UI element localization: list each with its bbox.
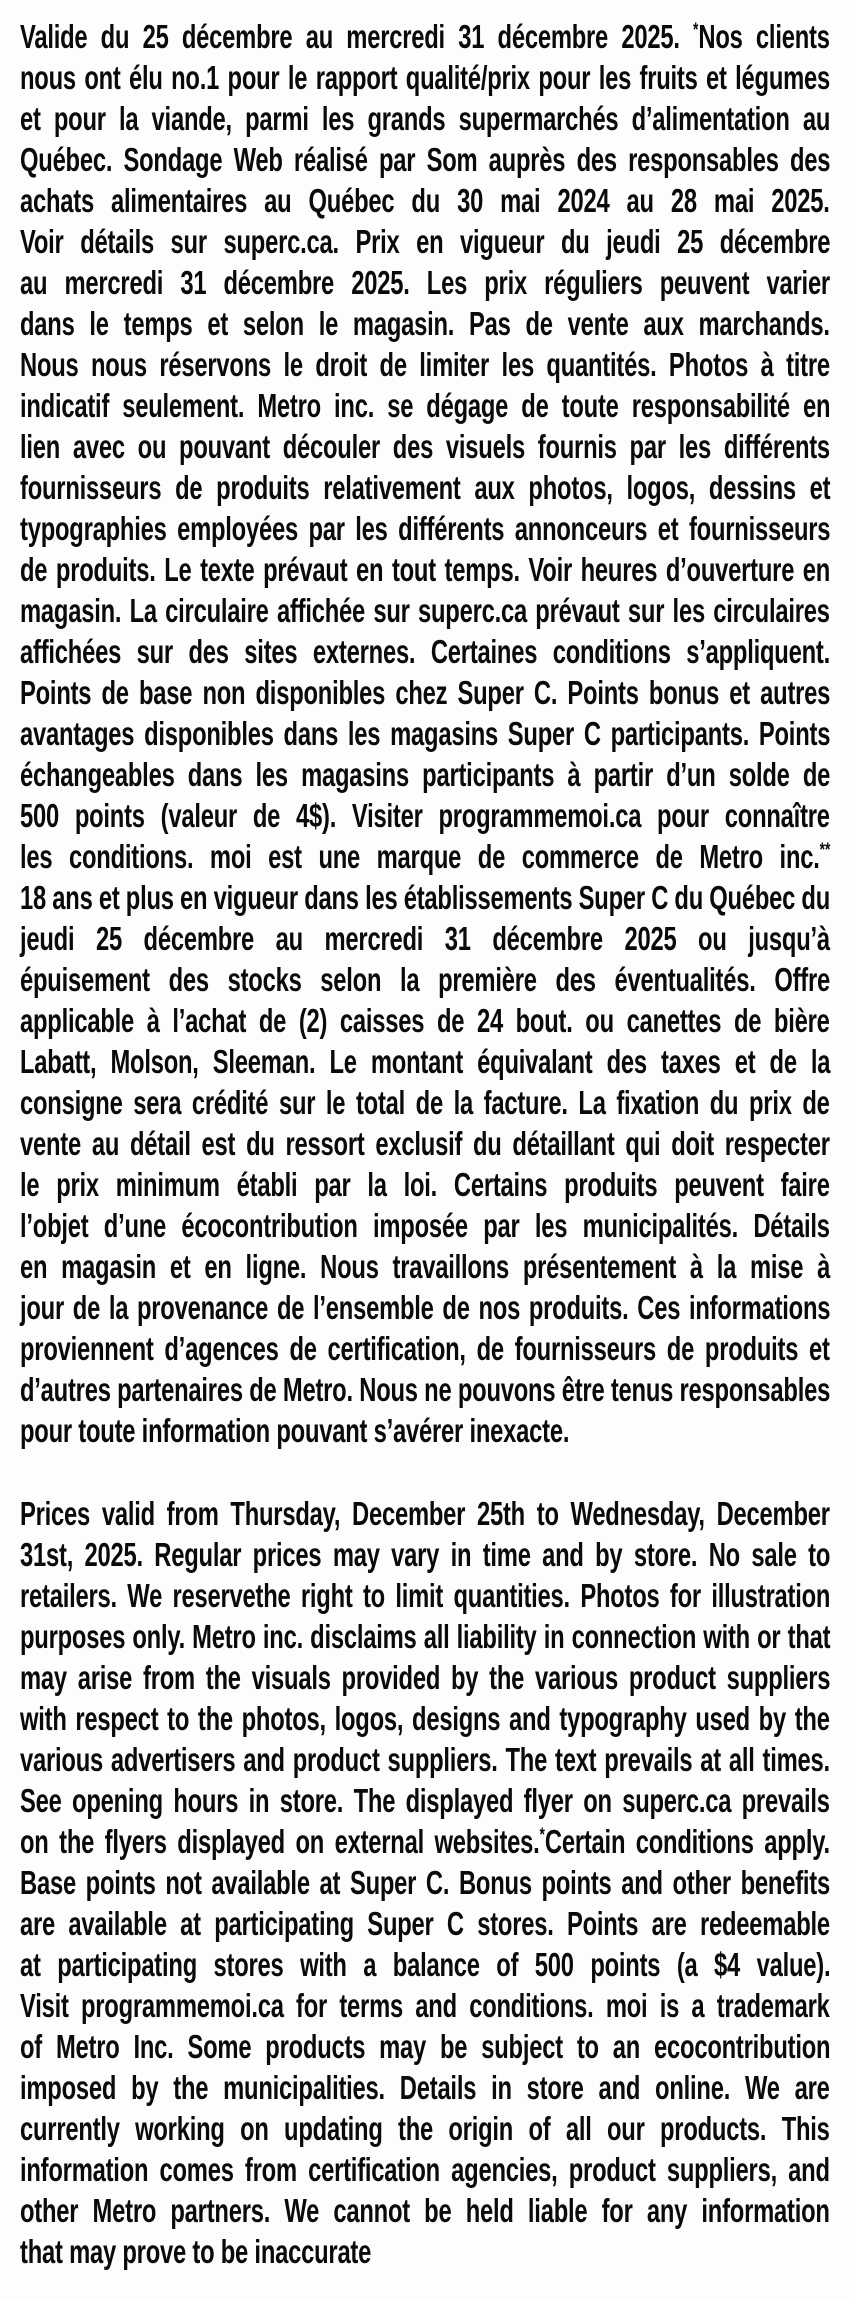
text-line bbox=[20, 549, 830, 590]
text-line-content: les conditions. moi est une marque de commerce de Metro inc.** bbox=[20, 838, 831, 875]
text-line-content: Visit programmemoi.ca for terms and conditions. moi is a trademark bbox=[20, 1987, 830, 2024]
text-line bbox=[20, 795, 830, 836]
text-line-content: typographies employées par les différents annonceurs et fournisseurs bbox=[20, 510, 831, 547]
text-line-content: avantages disponibles dans les magasins Super C participants. Points bbox=[20, 715, 831, 752]
text-line bbox=[20, 1000, 830, 1041]
text-line bbox=[20, 385, 830, 426]
text-line bbox=[20, 467, 830, 508]
text-line bbox=[20, 16, 830, 57]
text-line bbox=[20, 1616, 830, 1657]
text-line bbox=[20, 262, 830, 303]
text-line-content: l’objet d’une écocontribution imposée par les municipalités. Détails bbox=[20, 1207, 830, 1244]
text-line bbox=[20, 1123, 830, 1164]
text-line-content: with respect to the photos, logos, designs and typography used by the bbox=[20, 1700, 830, 1737]
text-line-content: information comes from certification agencies, product suppliers, and bbox=[20, 2151, 830, 2188]
text-line bbox=[20, 1493, 830, 1534]
text-line bbox=[20, 1821, 830, 1862]
text-line-content: d’autres partenaires de Metro. Nous ne pouvons être tenus responsables bbox=[20, 1371, 831, 1408]
text-line-content: jour de la provenance de l’ensemble de nos produits. Ces informations bbox=[20, 1289, 831, 1326]
text-line-content: retailers. We reservethe right to limit quantities. Photos for illustration bbox=[20, 1577, 831, 1614]
text-line-content: 31st, 2025. Regular prices may vary in time and by store. No sale to bbox=[20, 1536, 831, 1573]
text-line-content: en magasin et en ligne. Nous travaillons présentement à la mise à bbox=[20, 1248, 831, 1285]
text-line-content: Prices valid from Thursday, December 25th to Wednesday, December bbox=[20, 1495, 830, 1532]
text-line-content: Voir détails sur superc.ca. Prix en vigueur du jeudi 25 décembre bbox=[20, 223, 831, 260]
text-line bbox=[20, 918, 830, 959]
text-line bbox=[20, 344, 830, 385]
text-line bbox=[20, 672, 830, 713]
text-line bbox=[20, 1164, 830, 1205]
text-line bbox=[20, 1328, 830, 1369]
text-line-content: Valide du 25 décembre au mercredi 31 décembre 2025. *Nos clients bbox=[20, 18, 830, 55]
text-line bbox=[20, 1575, 830, 1616]
text-line-content: dans le temps et selon le magasin. Pas de vente aux marchands. bbox=[20, 305, 830, 342]
text-line bbox=[20, 1985, 830, 2026]
text-line bbox=[20, 2026, 830, 2067]
text-line bbox=[20, 2108, 830, 2149]
text-line-content: Labatt, Molson, Sleeman. Le montant équivalant des taxes et de la bbox=[20, 1043, 831, 1080]
text-line-content: See opening hours in store. The displayed flyer on superc.ca prevails bbox=[20, 1782, 830, 1819]
text-line bbox=[20, 959, 830, 1000]
text-line-content: vente au détail est du ressort exclusif du détaillant qui doit respecter bbox=[20, 1125, 830, 1162]
text-line-content: achats alimentaires au Québec du 30 mai 2024 au 28 mai 2025. bbox=[20, 182, 830, 219]
text-line-content: magasin. La circulaire affichée sur superc.ca prévaut sur les circulaires bbox=[20, 592, 830, 629]
text-line-content: échangeables dans les magasins participants à partir d’un solde de bbox=[20, 756, 831, 793]
text-line-content: le prix minimum établi par la loi. Certains produits peuvent faire bbox=[20, 1166, 830, 1203]
text-line-content: imposed by the municipalities. Details in store and online. We are bbox=[20, 2069, 830, 2106]
text-line-content: on the flyers displayed on external websites.*Certain conditions apply. bbox=[20, 1823, 830, 1860]
text-line bbox=[20, 836, 830, 877]
footnote-marker: ** bbox=[819, 840, 831, 862]
text-line-content: de produits. Le texte prévaut en tout temps. Voir heures d’ouverture en bbox=[20, 551, 831, 588]
text-line-content: consigne sera crédité sur le total de la facture. La fixation du prix de bbox=[20, 1084, 830, 1121]
footnote-marker: * bbox=[539, 1825, 545, 1847]
text-line bbox=[20, 1698, 830, 1739]
text-line bbox=[20, 631, 830, 672]
text-line-content: et pour la viande, parmi les grands supermarchés d’alimentation au bbox=[20, 100, 831, 137]
text-line-content: nous ont élu no.1 pour le rapport qualité/prix pour les fruits et légumes bbox=[20, 59, 831, 96]
text-line-content: Points de base non disponibles chez Super C. Points bonus et autres bbox=[20, 674, 831, 711]
text-line-content: 18 ans et plus en vigueur dans les établissements Super C du Québec du bbox=[20, 879, 831, 916]
text-line-content: are available at participating Super C stores. Points are redeemable bbox=[20, 1905, 830, 1942]
text-line bbox=[20, 1862, 830, 1903]
text-line bbox=[20, 1369, 830, 1410]
footnote-marker: * bbox=[693, 20, 699, 42]
text-line-content: épuisement des stocks selon la première des éventualités. Offre bbox=[20, 961, 831, 998]
text-line bbox=[20, 57, 830, 98]
text-line bbox=[20, 1903, 830, 1944]
text-line-content: of Metro Inc. Some products may be subject to an ecocontribution bbox=[20, 2028, 831, 2065]
french-disclaimer-paragraph bbox=[20, 16, 830, 1451]
text-line bbox=[20, 2190, 830, 2231]
text-line-content: proviennent d’agences de certification, de fournisseurs de produits et bbox=[20, 1330, 830, 1367]
text-line-content: lien avec ou pouvant découler des visuels fournis par les différents bbox=[20, 428, 830, 465]
text-line bbox=[20, 1246, 830, 1287]
text-line-content: at participating stores with a balance of 500 points (a $4 value). bbox=[20, 1946, 831, 1983]
text-line bbox=[20, 1739, 830, 1780]
text-line bbox=[20, 1657, 830, 1698]
text-line-content: fournisseurs de produits relativement aux photos, logos, dessins et bbox=[20, 469, 831, 506]
text-line bbox=[20, 1944, 830, 1985]
text-line bbox=[20, 1410, 830, 1451]
text-line-content: Nous nous réservons le droit de limiter les quantités. Photos à titre bbox=[20, 346, 830, 383]
text-line bbox=[20, 98, 830, 139]
text-line bbox=[20, 2067, 830, 2108]
text-line bbox=[20, 1287, 830, 1328]
text-line bbox=[20, 1041, 830, 1082]
text-line bbox=[20, 754, 830, 795]
text-line-content: currently working on updating the origin of all our products. This bbox=[20, 2110, 830, 2147]
text-line-content: 500 points (valeur de 4$). Visiter programmemoi.ca pour connaître bbox=[20, 797, 830, 834]
text-line-content: Québec. Sondage Web réalisé par Som auprès des responsables des bbox=[20, 141, 831, 178]
text-line-content: jeudi 25 décembre au mercredi 31 décembre 2025 ou jusqu’à bbox=[20, 920, 830, 957]
text-line bbox=[20, 508, 830, 549]
text-line bbox=[20, 877, 830, 918]
text-line bbox=[20, 426, 830, 467]
text-line-content: that may prove to be inaccurate bbox=[20, 2233, 372, 2270]
text-line-content: other Metro partners. We cannot be held liable for any information bbox=[20, 2192, 830, 2229]
text-line-content: affichées sur des sites externes. Certaines conditions s’appliquent. bbox=[20, 633, 830, 670]
text-line bbox=[20, 180, 830, 221]
text-line-content: may arise from the visuals provided by the various product suppliers bbox=[20, 1659, 831, 1696]
text-line-content: Base points not available at Super C. Bonus points and other benefits bbox=[20, 1864, 830, 1901]
text-line bbox=[20, 221, 830, 262]
text-line bbox=[20, 139, 830, 180]
english-disclaimer-paragraph bbox=[20, 1493, 830, 2272]
text-line-content: pour toute information pouvant s’avérer inexacte. bbox=[20, 1412, 570, 1449]
text-line-content: purposes only. Metro inc. disclaims all liability in connection with or that bbox=[20, 1618, 831, 1655]
text-line bbox=[20, 1082, 830, 1123]
text-line bbox=[20, 590, 830, 631]
text-line-content: various advertisers and product suppliers. The text prevails at all times. bbox=[20, 1741, 830, 1778]
text-line bbox=[20, 2149, 830, 2190]
text-line bbox=[20, 713, 830, 754]
text-line bbox=[20, 2231, 830, 2272]
text-line bbox=[20, 1534, 830, 1575]
text-line-content: au mercredi 31 décembre 2025. Les prix réguliers peuvent varier bbox=[20, 264, 830, 301]
text-line bbox=[20, 303, 830, 344]
text-line-content: applicable à l’achat de (2) caisses de 24 bout. ou canettes de bière bbox=[20, 1002, 830, 1039]
text-line bbox=[20, 1780, 830, 1821]
text-line bbox=[20, 1205, 830, 1246]
text-line-content: indicatif seulement. Metro inc. se dégage de toute responsabilité en bbox=[20, 387, 831, 424]
